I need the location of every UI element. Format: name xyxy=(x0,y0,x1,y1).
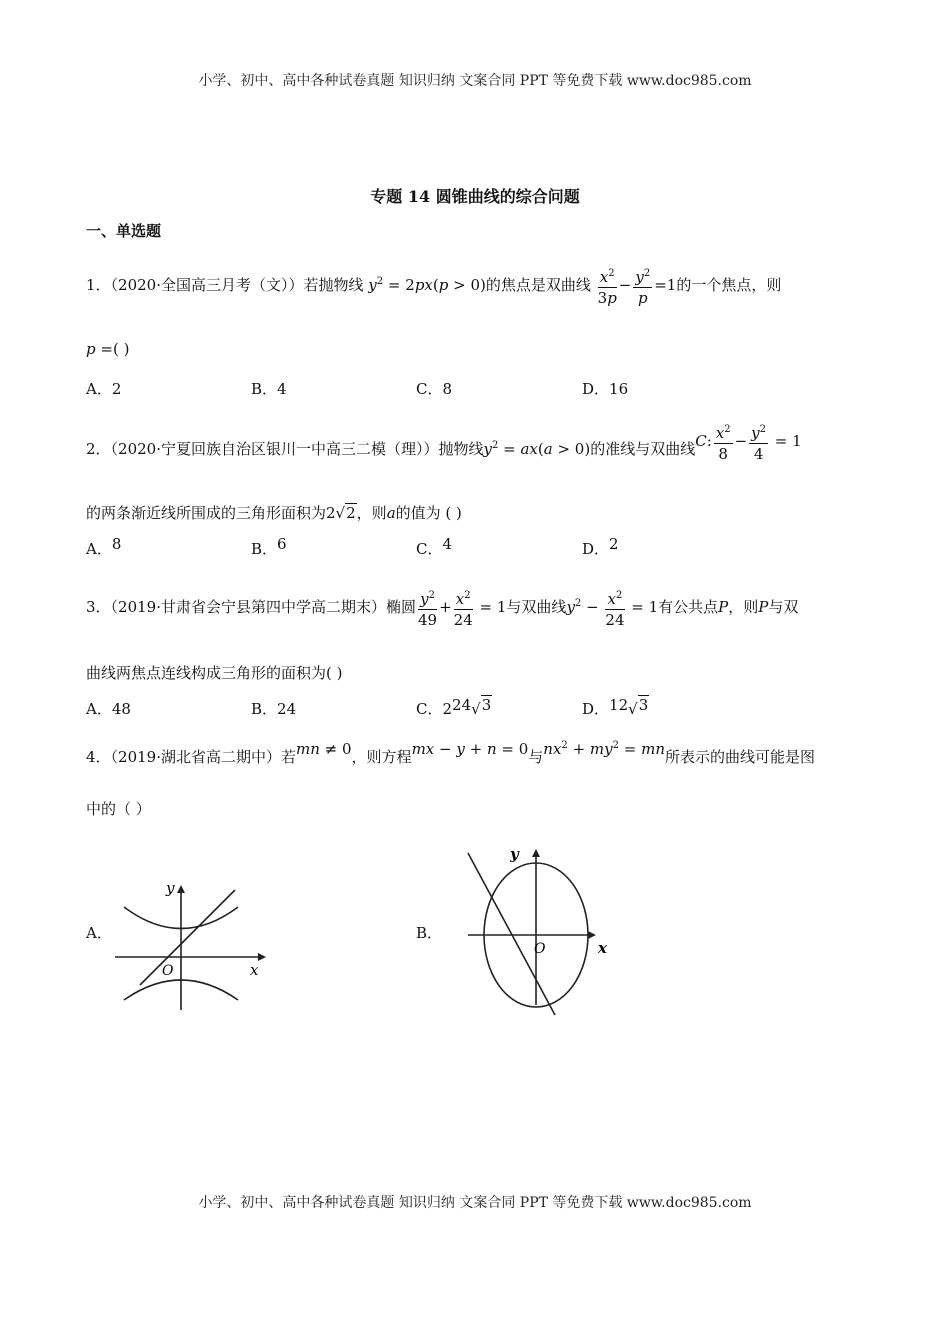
q1-line1 xyxy=(86,264,781,308)
q2-line2 xyxy=(86,502,462,523)
q2-option-d[interactable]: D．2 xyxy=(582,535,619,558)
q3-text5: 与双 xyxy=(768,598,799,616)
q2-text3: 的两条渐近线所围成的三角形面积为 xyxy=(86,504,327,522)
q1-option-c[interactable]: C．8 xyxy=(416,380,453,398)
q4-text3: 与 xyxy=(528,748,544,766)
q3-line1 xyxy=(86,586,798,630)
q3-option-d[interactable]: D．12√3 xyxy=(582,696,649,718)
q4-source: （2019·湖北省高二期中）若 xyxy=(110,748,296,766)
q1-option-d[interactable]: D．16 xyxy=(582,380,629,398)
figure-b-origin: O xyxy=(534,941,546,957)
section-heading: 一、单选题 xyxy=(86,222,162,240)
q3-point-p2: P xyxy=(758,598,769,616)
q2-option-c[interactable]: C．4 xyxy=(416,535,453,558)
figure-a-line xyxy=(140,890,235,985)
q4-text2: ，则方程 xyxy=(351,748,412,766)
q3-text4: ，则 xyxy=(728,598,759,616)
q2-option-b[interactable]: B．6 xyxy=(251,535,287,558)
q3-line2: 曲线两焦点连线构成三角形的面积为( ) xyxy=(86,664,343,682)
figure-a-y-arrow xyxy=(177,885,185,893)
q4-text4: 所表示的曲线可能是图 xyxy=(665,748,816,766)
page-header: 小学、初中、高中各种试卷真题 知识归纳 文案合同 PPT 等免费下载 www.doc985.com xyxy=(198,73,752,89)
figure-a-y-label: y xyxy=(166,879,175,897)
q1-text3: 的一个焦点，则 xyxy=(676,276,782,294)
q3-number: 3． xyxy=(86,598,111,616)
q2-option-a[interactable]: A．8 xyxy=(86,535,122,558)
q4-option-b[interactable]: B． xyxy=(416,924,443,942)
q4-line-eq: mx − y + n = 0 xyxy=(411,740,529,758)
q2-text5: 的值为 ( ) xyxy=(395,504,462,522)
q1-line2 xyxy=(86,340,129,358)
q1-parabola-eq: $y^2 = 2px(p > 0)$ xyxy=(368,276,486,294)
q1-source: （2020·全国高三月考（文））若抛物线 xyxy=(110,276,364,294)
q4-number: 4． xyxy=(86,748,111,766)
q2-var-a: a xyxy=(386,504,396,522)
q1-hyperbola-eq: $\frac{x^2}{3p}$ − $\frac{y^2}{p}$ =1 xyxy=(596,264,677,308)
figure-b-y-arrow xyxy=(532,849,540,857)
q2-number: 2． xyxy=(86,440,111,458)
q2-text4: ，则 xyxy=(356,504,387,522)
q4-cond-eq: mn ≠ 0 xyxy=(296,740,352,758)
q3-point-p: P xyxy=(718,598,729,616)
figure-b-y-label: y xyxy=(510,845,519,863)
page-title: 专题 14 圆锥曲线的综合问题 xyxy=(370,187,580,206)
q1-option-a[interactable]: A．2 xyxy=(86,380,122,398)
q4-line1 xyxy=(86,740,816,767)
q2-hyperbola-eq: C: $\frac{x^2}{8}$ − $\frac{y^2}{4}$ = 1 xyxy=(695,420,801,464)
figure-a-origin: O xyxy=(162,963,174,979)
figure-b-x-label: x xyxy=(598,939,607,957)
q2-parabola-eq: $y^2 = ax(a > 0)$ xyxy=(483,440,591,458)
figure-a-x-label: x xyxy=(250,961,259,979)
q1-option-b[interactable]: B．4 xyxy=(251,380,287,398)
q1-paren: ( ) xyxy=(112,340,130,358)
q1-number: 1． xyxy=(86,276,111,294)
q3-text3: 有公共点 xyxy=(658,598,719,616)
q3-option-c[interactable]: C．224√3 xyxy=(416,696,492,718)
q3-source: （2019·甘肃省会宁县第四中学高二期末）椭圆 xyxy=(110,598,416,616)
q4-curve-eq: $nx^2 + my^2$ = mn xyxy=(543,740,666,758)
q3-ellipse-eq: $\frac{y^2}{49}$ + $\frac{x^2}{24}$ = 1 xyxy=(416,586,506,630)
q3-hyperbola-eq: $y^2$ − $\frac{x^2}{24}$ = 1 xyxy=(566,586,658,630)
q4-figure-b xyxy=(460,845,620,1025)
q2-line1 xyxy=(86,424,802,472)
q2-text2: 的准线与双曲线 xyxy=(590,440,696,458)
q4-line2: 中的（ ） xyxy=(86,800,151,818)
q1-text2: 的焦点是双曲线 xyxy=(485,276,591,294)
figure-b-line xyxy=(468,853,555,1015)
figure-b-x-arrow xyxy=(588,931,596,939)
page-footer: 小学、初中、高中各种试卷真题 知识归纳 文案合同 PPT 等免费下载 www.doc985.com xyxy=(198,1195,752,1211)
q4-option-a[interactable]: A． xyxy=(86,924,112,942)
q3-option-a[interactable]: A．48 xyxy=(86,700,131,718)
q4-figure-a xyxy=(110,875,290,1015)
figure-a-x-arrow xyxy=(258,953,266,961)
q3-text2: 与双曲线 xyxy=(506,598,567,616)
q2-area-value: 2√2 xyxy=(326,504,356,522)
q2-source: （2020·宁夏回族自治区银川一中高三二模（理））抛物线 xyxy=(110,440,484,458)
q3-option-b[interactable]: B．24 xyxy=(251,700,297,718)
q1-p-eq: p = xyxy=(86,340,113,358)
